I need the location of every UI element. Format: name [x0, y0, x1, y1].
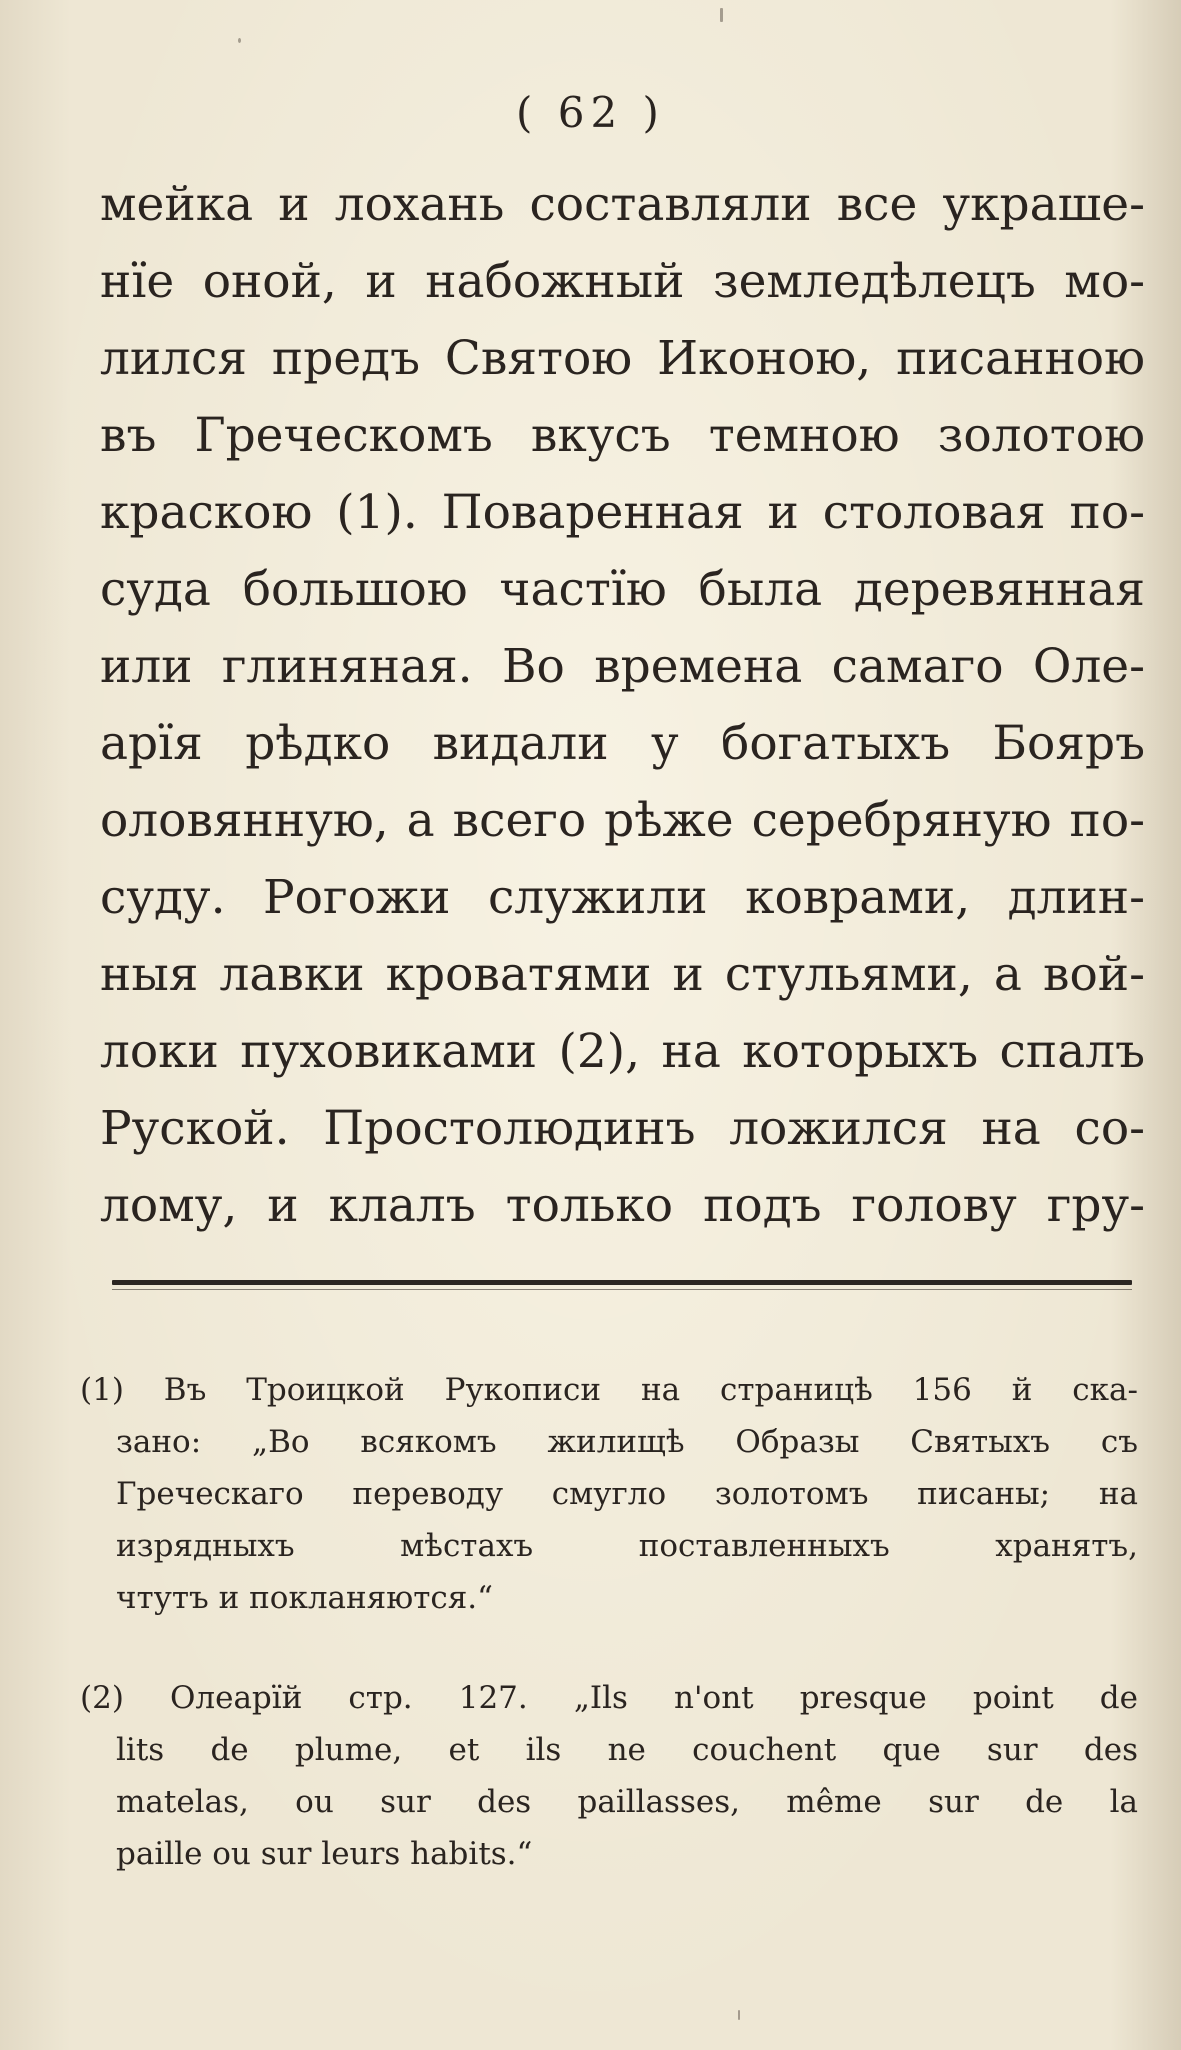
text-line: суда большою частїю была деревянная — [100, 562, 1145, 617]
footnote-line: Греческаго переводу смугло золотомъ писаны; на — [116, 1476, 1138, 1512]
footnote-line: чтутъ и покланяются.“ — [116, 1580, 493, 1616]
text-line: мейка и лохань составляли все украше- — [100, 177, 1145, 232]
footnote-line: (2) Олеарїй стр. 127. „Ils n'ont presque point de — [80, 1680, 1138, 1716]
footnote-line: изрядныхъ мѣстахъ поставленныхъ хранятъ, — [116, 1528, 1138, 1564]
footnote-line: lits de plume, et ils ne couchent que sur des — [116, 1732, 1138, 1768]
text-line: оловянную, а всего рѣже серебряную по- — [100, 793, 1145, 848]
footnote-rule — [112, 1280, 1132, 1285]
text-line: нїе оной, и набожный земледѣлецъ мо- — [100, 254, 1145, 309]
footnote-1 — [80, 1364, 1138, 1624]
footnote-2 — [80, 1672, 1138, 1880]
footnote-line: matelas, ou sur des paillasses, même sur de la — [116, 1784, 1138, 1820]
text-line: лому, и клалъ только подъ голову гру- — [100, 1178, 1145, 1233]
footnote-line: paille ou sur leurs habits.“ — [116, 1836, 533, 1872]
footnote-rule-thin — [112, 1289, 1132, 1290]
text-line: локи пуховиками (2), на которыхъ спалъ — [100, 1024, 1145, 1079]
paper-speck — [238, 38, 241, 43]
text-line: Руской. Простолюдинъ ложился на со- — [100, 1101, 1145, 1156]
paper-speck — [738, 2010, 740, 2020]
text-line: лился предъ Святою Иконою, писанною — [100, 331, 1145, 386]
text-line: суду. Рогожи служили коврами, длин- — [100, 870, 1145, 925]
paper-speck — [720, 8, 723, 22]
text-line: ныя лавки кроватями и стульями, а вой- — [100, 947, 1145, 1002]
footnote-line: (1) Въ Троицкой Рукописи на страницѣ 156 й ска- — [80, 1372, 1138, 1408]
text-line: арїя рѣдко видали у богатыхъ Бояръ — [100, 716, 1145, 771]
text-line: или глиняная. Во времена самаго Оле- — [100, 639, 1145, 694]
page-number: ( 62 ) — [516, 88, 665, 137]
text-line: краскою (1). Поваренная и столовая по- — [100, 485, 1145, 540]
main-text — [100, 166, 1145, 1244]
footnote-line: зано: „Во всякомъ жилищѣ Образы Святыхъ съ — [116, 1424, 1138, 1460]
text-line: въ Греческомъ вкусъ темною золотою — [100, 408, 1145, 463]
footnotes — [80, 1364, 1138, 1928]
